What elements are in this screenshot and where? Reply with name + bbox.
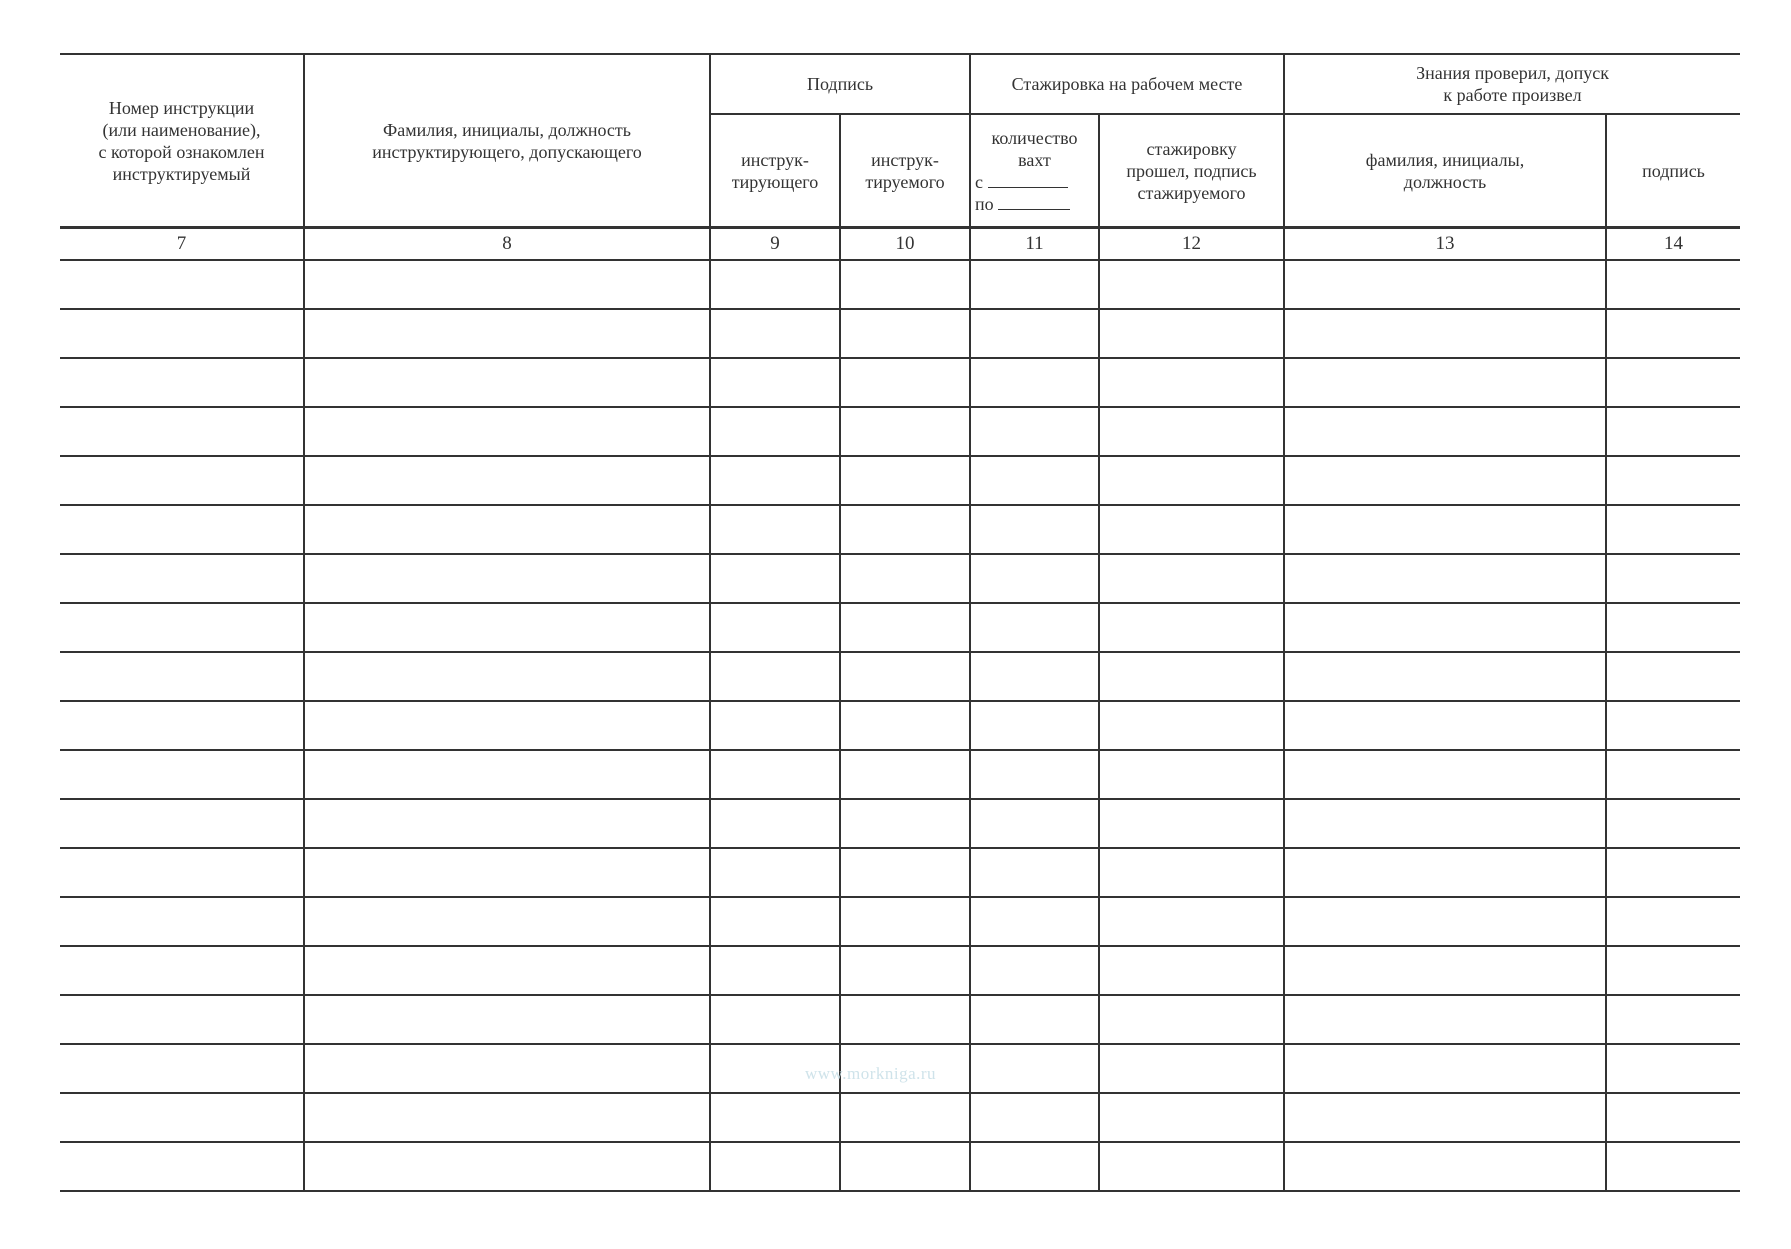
entry-cell[interactable] [1099,260,1284,309]
entry-cell[interactable] [970,260,1099,309]
watermark: www.morkniga.ru [805,1064,937,1083]
entry-cell[interactable] [970,1142,1099,1191]
header-row-top [60,54,1740,114]
entry-cell[interactable] [304,750,710,799]
entry-cell[interactable] [1099,1142,1284,1191]
entry-cell[interactable] [1099,1093,1284,1142]
entry-cell[interactable] [840,848,970,897]
table-row [60,1142,1740,1191]
entry-cell[interactable] [1606,750,1740,799]
entry-cell[interactable] [60,701,304,750]
entry-cell[interactable] [970,554,1099,603]
column-number: 7 [60,228,304,261]
entry-cell[interactable] [1284,1093,1606,1142]
entry-cell[interactable] [60,603,304,652]
entry-cell[interactable] [304,652,710,701]
entry-cell[interactable] [60,505,304,554]
entry-cell[interactable] [60,456,304,505]
entry-cell[interactable] [60,995,304,1044]
entry-cell[interactable] [1284,407,1606,456]
table-row [60,652,1740,701]
entry-cell[interactable] [840,799,970,848]
entry-cell[interactable] [710,260,840,309]
column-number: 10 [840,228,970,261]
entry-cell[interactable] [1284,260,1606,309]
header-group-knowledge: Знания проверил, допуск к работе произвел [1284,54,1740,114]
entry-cell[interactable] [710,407,840,456]
entry-cell[interactable] [304,554,710,603]
table-row [60,799,1740,848]
entry-cell[interactable] [840,750,970,799]
entry-cell[interactable] [1099,848,1284,897]
entry-cell[interactable] [840,701,970,750]
entry-cell[interactable] [1099,946,1284,995]
table-row [60,603,1740,652]
entry-cell[interactable] [840,358,970,407]
entry-cell[interactable] [1099,750,1284,799]
entry-cell[interactable] [970,799,1099,848]
entry-cell[interactable] [1606,701,1740,750]
entry-cell[interactable] [840,309,970,358]
entry-cell[interactable] [970,1093,1099,1142]
entry-cell[interactable] [304,799,710,848]
entry-cell[interactable] [970,750,1099,799]
entry-cell[interactable] [840,1093,970,1142]
table-row [60,946,1740,995]
table-row [60,848,1740,897]
entry-cell[interactable] [1606,603,1740,652]
entry-cell[interactable] [710,1142,840,1191]
header-col11: количество вахт с по [970,114,1099,228]
table-row [60,505,1740,554]
entry-cell[interactable] [1284,799,1606,848]
entry-cell[interactable] [304,505,710,554]
column-number: 12 [1099,228,1284,261]
entry-cell[interactable] [710,505,840,554]
entry-cell[interactable] [1606,995,1740,1044]
entry-cell[interactable] [1606,456,1740,505]
entry-cell[interactable] [1606,505,1740,554]
entry-cell[interactable] [840,456,970,505]
entry-cell[interactable] [1099,456,1284,505]
table-row [60,554,1740,603]
entry-cell[interactable] [970,309,1099,358]
entry-cell[interactable] [710,750,840,799]
entry-cell[interactable] [1606,554,1740,603]
table-row [60,701,1740,750]
table-row [60,995,1740,1044]
entry-cell[interactable] [60,897,304,946]
entry-cell[interactable] [970,505,1099,554]
table-row [60,750,1740,799]
journal-table [60,53,1740,1192]
entry-cell[interactable] [1284,505,1606,554]
entry-cell[interactable] [60,946,304,995]
entry-cell[interactable] [304,946,710,995]
entry-cell[interactable] [1284,995,1606,1044]
entry-cell[interactable] [1284,652,1606,701]
column-number: 14 [1606,228,1740,261]
entry-cell[interactable] [304,1044,710,1093]
entry-cell[interactable] [304,309,710,358]
entry-cell[interactable] [304,407,710,456]
entry-cell[interactable] [1099,603,1284,652]
entry-cell[interactable] [970,701,1099,750]
entry-cell[interactable] [1099,358,1284,407]
entry-cell[interactable] [1606,652,1740,701]
header-col14: подпись [1606,114,1740,228]
entry-cell[interactable] [710,358,840,407]
entry-cell[interactable] [1284,848,1606,897]
entry-cell[interactable] [1606,1093,1740,1142]
entry-cell[interactable] [1284,554,1606,603]
entry-cell[interactable] [60,407,304,456]
column-number: 11 [970,228,1099,261]
entry-cell[interactable] [710,456,840,505]
column-number: 13 [1284,228,1606,261]
entry-cell[interactable] [970,897,1099,946]
entry-cell[interactable] [970,358,1099,407]
to-blank-line [998,195,1070,210]
entry-cell[interactable] [840,1142,970,1191]
entry-cell[interactable] [1606,407,1740,456]
entry-cell[interactable] [1099,505,1284,554]
entry-cell[interactable] [60,848,304,897]
entry-cell[interactable] [304,358,710,407]
column-number: 9 [710,228,840,261]
header-col12: стажировку прошел, подпись стажируемого [1099,114,1284,228]
table-row [60,897,1740,946]
entry-cell[interactable] [710,799,840,848]
entry-cell[interactable] [840,554,970,603]
entry-cell[interactable] [840,505,970,554]
entry-cell[interactable] [1099,407,1284,456]
table-row [60,407,1740,456]
entry-cell[interactable] [1284,897,1606,946]
entry-cell[interactable] [60,750,304,799]
entry-cell[interactable] [970,995,1099,1044]
entry-cell[interactable] [840,603,970,652]
entry-cell[interactable] [304,603,710,652]
entry-cell[interactable] [710,309,840,358]
entry-cell[interactable] [304,1093,710,1142]
table-row [60,1093,1740,1142]
entry-cell[interactable] [1284,1142,1606,1191]
entry-cell[interactable] [970,946,1099,995]
entry-cell[interactable] [60,309,304,358]
entry-cell[interactable] [1606,358,1740,407]
entry-cell[interactable] [60,799,304,848]
entry-cell[interactable] [1099,309,1284,358]
entry-cell[interactable] [1099,554,1284,603]
entry-cell[interactable] [1099,701,1284,750]
entry-cell[interactable] [970,1044,1099,1093]
entry-cell[interactable] [840,260,970,309]
entry-cell[interactable] [970,848,1099,897]
entry-cell[interactable] [1099,1044,1284,1093]
table-row [60,358,1740,407]
header-col13: фамилия, инициалы, должность [1284,114,1606,228]
entry-cell[interactable] [1606,309,1740,358]
entry-cell[interactable] [1606,260,1740,309]
entry-cell[interactable] [710,848,840,897]
entry-cell[interactable] [1606,897,1740,946]
entry-cell[interactable] [840,946,970,995]
entry-cell[interactable] [304,260,710,309]
entry-cell[interactable] [1099,799,1284,848]
entry-cell[interactable] [710,946,840,995]
entry-cell[interactable] [970,407,1099,456]
entry-cell[interactable] [1284,701,1606,750]
entry-cell[interactable] [60,260,304,309]
entry-cell[interactable] [1284,358,1606,407]
entry-cell[interactable] [710,1093,840,1142]
table-row [60,309,1740,358]
entry-cell[interactable] [1606,1044,1740,1093]
entry-cell[interactable] [970,456,1099,505]
entry-cell[interactable] [1606,1142,1740,1191]
entry-cell[interactable] [60,554,304,603]
entry-cell[interactable] [60,1093,304,1142]
entry-cell[interactable] [1284,603,1606,652]
table-row [60,456,1740,505]
entry-cell[interactable] [304,701,710,750]
entry-cell[interactable] [710,701,840,750]
entry-rows [60,260,1740,1191]
from-blank-line [988,173,1068,188]
entry-cell[interactable] [710,652,840,701]
entry-cell[interactable] [1284,309,1606,358]
entry-cell[interactable] [1284,1044,1606,1093]
entry-cell[interactable] [304,848,710,897]
entry-cell[interactable] [1099,897,1284,946]
header-col10: инструк- тируемого [840,114,970,228]
entry-cell[interactable] [1099,652,1284,701]
header-group-signature: Подпись [710,54,970,114]
entry-cell[interactable] [304,1142,710,1191]
column-number: 8 [304,228,710,261]
table-row [60,260,1740,309]
entry-cell[interactable] [60,652,304,701]
entry-cell[interactable] [60,358,304,407]
entry-cell[interactable] [710,554,840,603]
entry-cell[interactable] [304,995,710,1044]
entry-cell[interactable] [1284,946,1606,995]
entry-cell[interactable] [710,995,840,1044]
entry-cell[interactable] [1606,848,1740,897]
entry-cell[interactable] [1606,799,1740,848]
entry-cell[interactable] [304,456,710,505]
entry-cell[interactable] [710,897,840,946]
header-col7: Номер инструкции (или наименование), с которой ознакомлен инструктируемый [60,54,304,228]
entry-cell[interactable] [970,603,1099,652]
entry-cell[interactable] [304,897,710,946]
entry-cell[interactable] [970,652,1099,701]
entry-cell[interactable] [1284,456,1606,505]
entry-cell[interactable] [60,1142,304,1191]
entry-cell[interactable] [840,407,970,456]
entry-cell[interactable] [840,897,970,946]
entry-cell[interactable] [840,995,970,1044]
entry-cell[interactable] [60,1044,304,1093]
entry-cell[interactable] [1099,995,1284,1044]
column-number-row [60,228,1740,261]
header-group-internship: Стажировка на рабочем месте [970,54,1284,114]
header-col8: Фамилия, инициалы, должность инструктирующего, допускающего [304,54,710,228]
entry-cell[interactable] [1284,750,1606,799]
entry-cell[interactable] [710,603,840,652]
entry-cell[interactable] [1606,946,1740,995]
header-col9: инструк- тирующего [710,114,840,228]
entry-cell[interactable] [840,652,970,701]
